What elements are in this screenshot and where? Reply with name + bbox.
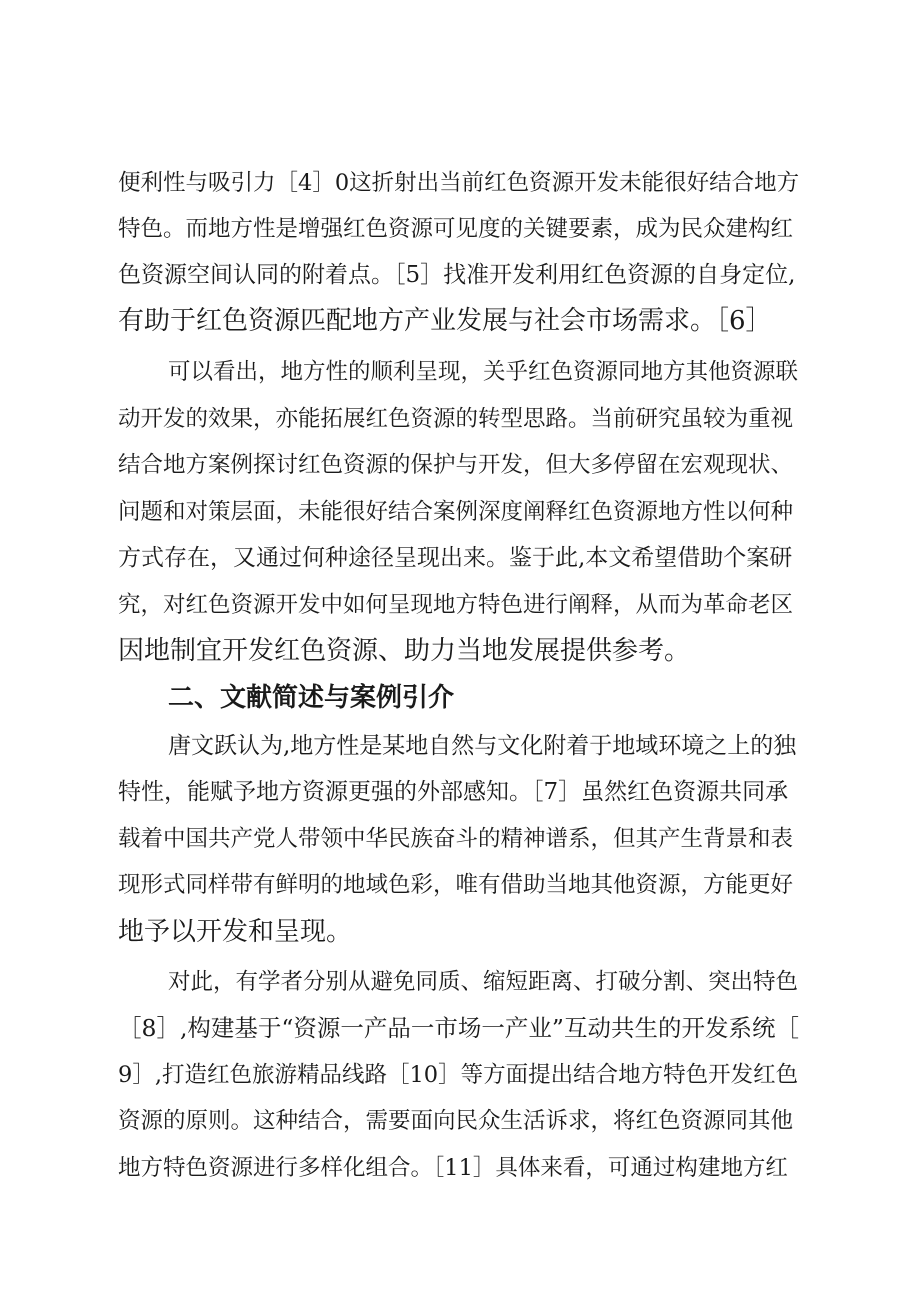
section-heading: 二、文献简述与案例引介: [168, 683, 455, 713]
paragraph-2-line-2: 动开发的效果，亦能拓展红色资源的转型思路。当前研究虽较为重视: [118, 406, 794, 432]
paragraph-2-line-7: 因地制宜开发红色资源、助力当地发展提供参考。: [118, 636, 691, 666]
paragraph-3-line-2: 特性，能赋予地方资源更强的外部感知。［7］虽然红色资源共同承: [118, 779, 789, 805]
paragraph-1-line-2: 特色。而地方性是增强红色资源可见度的关键要素，成为民众建构红: [118, 216, 794, 242]
paragraph-4-line-2: ［8］,构建基于“资源一产品一市场一产业”互动共生的开发系统［: [118, 1014, 799, 1042]
paragraph-4-line-3: 9］,打造红色旅游精品线路［10］等方面提出结合地方特色开发红色: [118, 1062, 799, 1088]
paragraph-1-line-3: 色资源空间认同的附着点。［5］找准开发利用红色资源的自身定位,: [118, 262, 796, 288]
paragraph-1-line-1: 便利性与吸引力［4］0这折射出当前红色资源开发未能很好结合地方: [118, 170, 800, 196]
paragraph-4-line-1: 对此，有学者分别从避免同质、缩短距离、打破分割、突出特色: [168, 969, 799, 995]
paragraph-3-line-3: 载着中国共产党人带领中华民族奋斗的精神谱系，但其产生背景和表: [118, 826, 794, 852]
paragraph-2-line-4: 问题和对策层面，未能很好结合案例深度阐释红色资源地方性以何种: [118, 499, 794, 525]
paragraph-2-line-3: 结合地方案例探讨红色资源的保护与开发，但大多停留在宏观现状、: [118, 452, 794, 478]
paragraph-2-line-1: 可以看出，地方性的顺利呈现，关乎红色资源同地方其他资源联: [168, 359, 799, 385]
paragraph-2-line-6: 究，对红色资源开发中如何呈现地方特色进行阐释，从而为革命老区: [118, 592, 794, 618]
paragraph-3-line-4: 现形式同样带有鲜明的地域色彩，唯有借助当地其他资源，方能更好: [118, 872, 794, 898]
paragraph-2-line-5: 方式存在，又通过何种途径呈现出来。鉴于此,本文希望借助个案研: [118, 545, 793, 571]
paragraph-3-line-1: 唐文跃认为,地方性是某地自然与文化附着于地域环境之上的独: [168, 733, 797, 759]
paragraph-4-line-5: 地方特色资源进行多样化组合。［11］具体来看，可通过构建地方红: [118, 1155, 788, 1181]
paragraph-4-line-4: 资源的原则。这种结合，需要面向民众生活诉求，将红色资源同其他: [118, 1108, 794, 1134]
paragraph-3-line-5: 地予以开发和呈现。: [118, 917, 353, 947]
paragraph-1-line-4: 有助于红色资源匹配地方产业发展与社会市场需求。［6］: [118, 306, 772, 336]
